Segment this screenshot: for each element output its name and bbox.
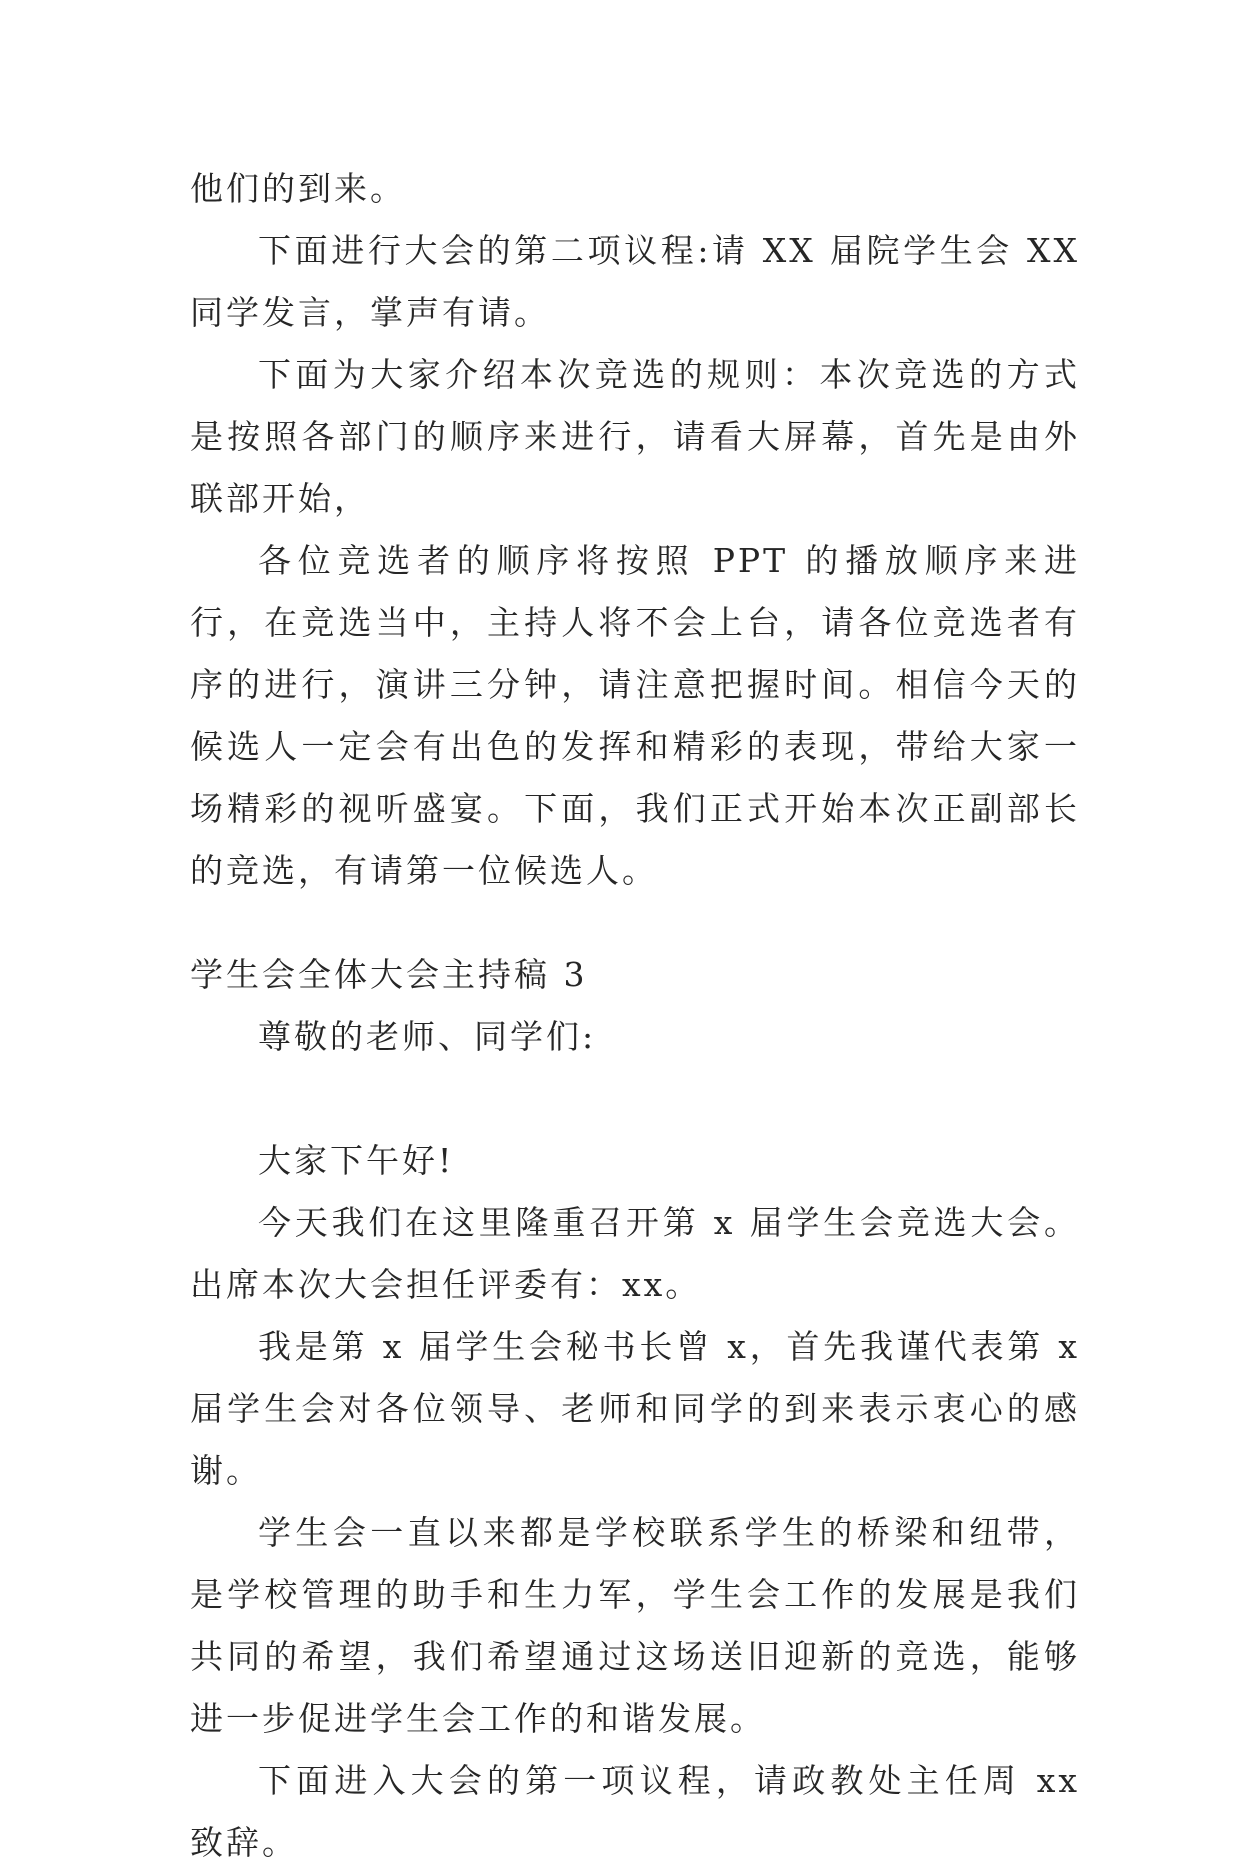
paragraph-rules: 下面为大家介绍本次竞选的规则：本次竞选的方式是按照各部门的顺序来进行，请看大屏幕，首先是由外联部开始， [190,355,1080,518]
paragraph-introduction: 我是第 x 届学生会秘书长曾 x，首先我谨代表第 x 届学生会对各位领导、老师和同学的到来表示衷心的感谢。 [190,1327,1080,1490]
paragraph-agenda-one: 下面进入大会的第一项议程，请政教处主任周 xx 致辞。 [190,1761,1080,1862]
greeting: 尊敬的老师、同学们: [258,1017,597,1056]
paragraph-continuation: 他们的到来。 [190,169,406,208]
paragraph-order: 各位竞选者的顺序将按照 PPT 的播放顺序来进行，在竞选当中，主持人将不会上台，请各位竞选者有序的进行，演讲三分钟，请注意把握时间。相信今天的候选人一定会有出色的发挥和精彩的表现，带给大家一场精彩的视听盛宴。下面，我们正式开始本次正副部长的竞选，有请第一位候选人。 [190,541,1080,890]
hello-line: 大家下午好! [258,1141,455,1180]
paragraph-opening: 今天我们在这里隆重召开第 x 届学生会竞选大会。出席本次大会担任评委有：xx。 [190,1203,1080,1304]
paragraph-agenda-two: 下面进行大会的第二项议程:请 XX 届院学生会 XX 同学发言，掌声有请。 [190,231,1080,332]
section-title: 学生会全体大会主持稿 3 [190,955,588,994]
paragraph-purpose: 学生会一直以来都是学校联系学生的桥梁和纽带，是学校管理的助手和生力军，学生会工作的发展是我们共同的希望，我们希望通过这场送旧迎新的竞选，能够进一步促进学生会工作的和谐发展。 [190,1513,1080,1738]
document-body [190,158,1080,1874]
